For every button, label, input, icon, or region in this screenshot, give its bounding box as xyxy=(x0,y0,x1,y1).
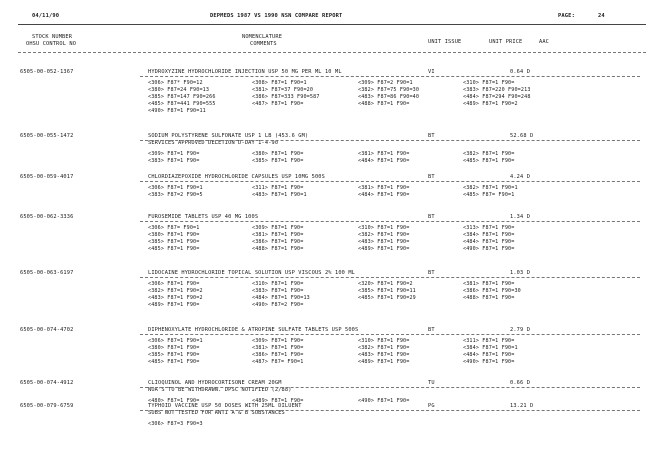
nomenclature-line: SERVICES APPROVED DELETION D-DAY 1-4-90 xyxy=(148,140,279,146)
nomenclature-line: CLIOQUINOL AND HYDROCORTISONE CREAM 20GM xyxy=(148,380,282,386)
facility-code: <487> F87=1 F90= xyxy=(252,101,304,107)
nomenclature-line: NOA'S TO BE WITHDRAWN. DPSC NOTIFIED (2/88) xyxy=(148,387,292,393)
column-ohsu-control: OHSU CONTROL NO xyxy=(26,41,77,47)
entry-underline xyxy=(140,277,640,278)
facility-code: <485> F87=1 F90= xyxy=(463,158,515,164)
report-title: DEPMEDS 1987 VS 1990 NSN COMPARE REPORT xyxy=(210,13,343,19)
unit-issue: BT xyxy=(428,327,435,333)
unit-issue: TU xyxy=(428,380,435,386)
nomenclature-line: LIDOCAINE HYDROCHLORIDE TOPICAL SOLUTION USP VISCOUS 2% 100 ML xyxy=(148,270,356,276)
entry-underline xyxy=(140,76,640,77)
unit-price: 0.64 D xyxy=(510,69,531,75)
header-rule xyxy=(18,24,646,25)
facility-code: <383> F87=2 F90=5 xyxy=(148,192,203,198)
facility-code: <381> F87=1 F90= xyxy=(358,151,410,157)
unit-issue: BT xyxy=(428,133,435,139)
facility-code: <309> F87=1 F90= xyxy=(148,151,200,157)
facility-code: <484> F87=1 F90= xyxy=(463,352,515,358)
facility-code: <382> F87=1 F90= xyxy=(358,232,410,238)
facility-code: <386> F87=1 F90=30 xyxy=(463,288,521,294)
facility-code: <490> F87=1 F90= xyxy=(463,246,515,252)
facility-code: <384> F87=1 F90= xyxy=(463,232,515,238)
stock-number: 6505-00-059-4017 xyxy=(20,174,74,180)
stock-number: 6505-00-074-4912 xyxy=(20,380,74,386)
entry-underline xyxy=(140,410,640,411)
facility-code: <385> F87=1 F90=11 xyxy=(358,288,416,294)
facility-code: <484> F87=1 F90=13 xyxy=(252,295,310,301)
facility-code: <488> F87=1 F90= xyxy=(358,101,410,107)
facility-code: <487> F87= F90=1 xyxy=(252,359,304,365)
facility-code: <308> F87=1 F90=1 xyxy=(252,80,307,86)
facility-code: <309> F87=1 F90= xyxy=(252,338,304,344)
unit-price: 13.21 D xyxy=(510,403,534,409)
facility-code: <484> F87=1 F90= xyxy=(463,239,515,245)
facility-code: <310> F87=1 F90= xyxy=(358,338,410,344)
column-unit-issue: UNIT ISSUE xyxy=(428,39,462,45)
facility-code: <310> F87=1 F90= xyxy=(252,281,304,287)
facility-code: <484> F87=1 F90= xyxy=(358,192,410,198)
facility-code: <489> F87=1 F90=2 xyxy=(463,101,518,107)
facility-code: <385> F87=1 F90= xyxy=(148,239,200,245)
facility-code: <381> F87=1 F90= xyxy=(463,281,515,287)
column-header-rule xyxy=(18,52,646,53)
column-stock-number: STOCK NUMBER xyxy=(32,34,73,40)
facility-code: <386> F87=1 F90= xyxy=(252,239,304,245)
facility-code: <380> F87=24 F90=13 xyxy=(148,87,210,93)
facility-code: <483> F87=1 F90= xyxy=(358,352,410,358)
stock-number: 6505-00-079-6759 xyxy=(20,403,74,409)
facility-code: <386> F87=333 F90=587 xyxy=(252,94,320,100)
facility-code: <310> F87=1 F90= xyxy=(463,80,515,86)
facility-code: <483> F87=1 F90=1 xyxy=(252,192,307,198)
unit-issue: BT xyxy=(428,214,435,220)
facility-code: <483> F87=1 F90=2 xyxy=(148,295,203,301)
nomenclature-line: CHLORDIAZEPOXIDE HYDROCHLORIDE CAPSULES USP 10MG 500S xyxy=(148,174,325,180)
facility-code: <380> F87=1 F90= xyxy=(148,232,200,238)
unit-issue: VI xyxy=(428,69,435,75)
facility-code: <306> F87= F90=1 xyxy=(148,225,200,231)
unit-issue: BT xyxy=(428,174,435,180)
stock-number: 6505-00-052-1367 xyxy=(20,69,74,75)
nomenclature-line: TYPHOID VACCINE USP 50 DOSES WITH 25ML DILUENT xyxy=(148,403,302,409)
stock-number: 6505-00-063-6197 xyxy=(20,270,74,276)
facility-code: <382> F87=75 F90=30 xyxy=(358,87,420,93)
facility-code: <381> F87=1 F90= xyxy=(252,232,304,238)
facility-code: <306> F87=1 F90=1 xyxy=(148,338,203,344)
stock-number: 6505-00-074-4702 xyxy=(20,327,74,333)
facility-code: <382> F87=1 F90=1 xyxy=(463,185,518,191)
facility-code: <490> F87=1 F90= xyxy=(463,359,515,365)
entry-underline xyxy=(140,181,640,182)
unit-issue: PG xyxy=(428,403,435,409)
facility-code: <488> F87=1 F90= xyxy=(252,246,304,252)
facility-code: <384> F87=1 F90=1 xyxy=(463,345,518,351)
facility-code: <383> F87=220 F90=213 xyxy=(463,87,531,93)
stock-number: 6505-00-055-1472 xyxy=(20,133,74,139)
facility-code: <380> F87=1 F90= xyxy=(252,151,304,157)
facility-code: <320> F87=1 F90=2 xyxy=(358,281,413,287)
unit-price: 1.03 D xyxy=(510,270,531,276)
facility-code: <490> F87=2 F90= xyxy=(252,302,304,308)
facility-code: <380> F87=1 F90= xyxy=(148,345,200,351)
facility-code: <382> F87=1 F90= xyxy=(358,345,410,351)
page-label: PAGE: xyxy=(558,13,575,19)
unit-price: 4.24 D xyxy=(510,174,531,180)
facility-code: <306> F87=1 F90= xyxy=(148,281,200,287)
facility-code: <309> F87=2 F90=1 xyxy=(358,80,413,86)
facility-code: <489> F87=1 F90= xyxy=(148,302,200,308)
facility-code: <489> F87=1 F90= xyxy=(252,398,304,404)
page-number: 24 xyxy=(598,13,605,19)
facility-code: <485> F87= F90=1 xyxy=(463,192,515,198)
unit-price: 2.79 D xyxy=(510,327,531,333)
facility-code: <488> F87=1 F90= xyxy=(463,295,515,301)
facility-code: <385> F87=1 F90= xyxy=(252,158,304,164)
facility-code: <311> F87=1 F90= xyxy=(463,338,515,344)
facility-code: <485> F87=1 F90= xyxy=(148,359,200,365)
facility-code: <313> F87=1 F90= xyxy=(463,225,515,231)
unit-issue: BT xyxy=(428,270,435,276)
facility-code: <385> F87=1 F90= xyxy=(148,352,200,358)
facility-code: <382> F87=1 F90=2 xyxy=(148,288,203,294)
facility-code: <381> F87=37 F90=20 xyxy=(252,87,314,93)
facility-code: <485> F87=1 F90= xyxy=(148,246,200,252)
facility-code: <483> F87=1 F90= xyxy=(358,239,410,245)
report-date: 04/11/90 xyxy=(32,13,60,19)
facility-code: <480> F87=1 F90= xyxy=(148,398,200,404)
facility-code: <306> F87=1 F90=1 xyxy=(148,185,203,191)
facility-code: <306> F87=3 F90=3 xyxy=(148,421,203,427)
nomenclature-line: DIPHENOXYLATE HYDROCHLORIDE & ATROPINE SULFATE TABLETS USP 500S xyxy=(148,327,359,333)
facility-code: <484> F87=1 F90= xyxy=(358,158,410,164)
facility-code: <311> F87=1 F90= xyxy=(252,185,304,191)
facility-code: <381> F87=1 F90= xyxy=(252,345,304,351)
unit-price: 1.34 D xyxy=(510,214,531,220)
column-aac: AAC xyxy=(539,39,550,45)
facility-code: <383> F87=1 F90= xyxy=(148,158,200,164)
column-unit-price: UNIT PRICE xyxy=(489,39,523,45)
facility-code: <485> F87=441 F90=555 xyxy=(148,101,216,107)
nomenclature-line: FUROSEMIDE TABLETS USP 40 MG 100S xyxy=(148,214,259,220)
facility-code: <490> F87=1 F90= xyxy=(358,398,410,404)
facility-code: <381> F87=1 F90= xyxy=(358,185,410,191)
facility-code: <306> F87* F90=12 xyxy=(148,80,203,86)
entry-underline xyxy=(140,140,640,141)
unit-price: 0.66 D xyxy=(510,380,531,386)
entry-underline xyxy=(140,387,640,388)
facility-code: <382> F87=1 F90= xyxy=(463,151,515,157)
column-nomenclature: NOMENCLATURE xyxy=(242,34,283,40)
entry-underline xyxy=(140,221,640,222)
stock-number: 6505-00-062-3336 xyxy=(20,214,74,220)
nomenclature-line: HYDROXYZINE HYDROCHLORIDE INJECTION USP 50 MG PER ML 10 ML xyxy=(148,69,342,75)
nomenclature-line: SODIUM POLYSTYRENE SULFONATE USP 1 LB (453.6 GM) xyxy=(148,133,309,139)
facility-code: <490> F87=1 F90=11 xyxy=(148,108,206,114)
facility-code: <485> F87=1 F90=29 xyxy=(358,295,416,301)
column-comments: COMMENTS xyxy=(250,41,277,47)
facility-code: <386> F87=1 F90= xyxy=(252,352,304,358)
facility-code: <310> F87=1 F90= xyxy=(358,225,410,231)
entry-underline xyxy=(140,334,640,335)
nomenclature-line: SUBS NOT TESTED FOR ANTI A & B SUBSTANCES xyxy=(148,410,285,416)
facility-code: <484> F87=294 F90=248 xyxy=(463,94,531,100)
facility-code: <489> F87=1 F90= xyxy=(358,359,410,365)
facility-code: <383> F87=1 F90= xyxy=(252,288,304,294)
facility-code: <309> F87=1 F90= xyxy=(252,225,304,231)
unit-price: 52.68 D xyxy=(510,133,534,139)
facility-code: <385> F87=147 F90=266 xyxy=(148,94,216,100)
facility-code: <489> F87=1 F90= xyxy=(358,246,410,252)
facility-code: <483> F87=86 F90=40 xyxy=(358,94,420,100)
